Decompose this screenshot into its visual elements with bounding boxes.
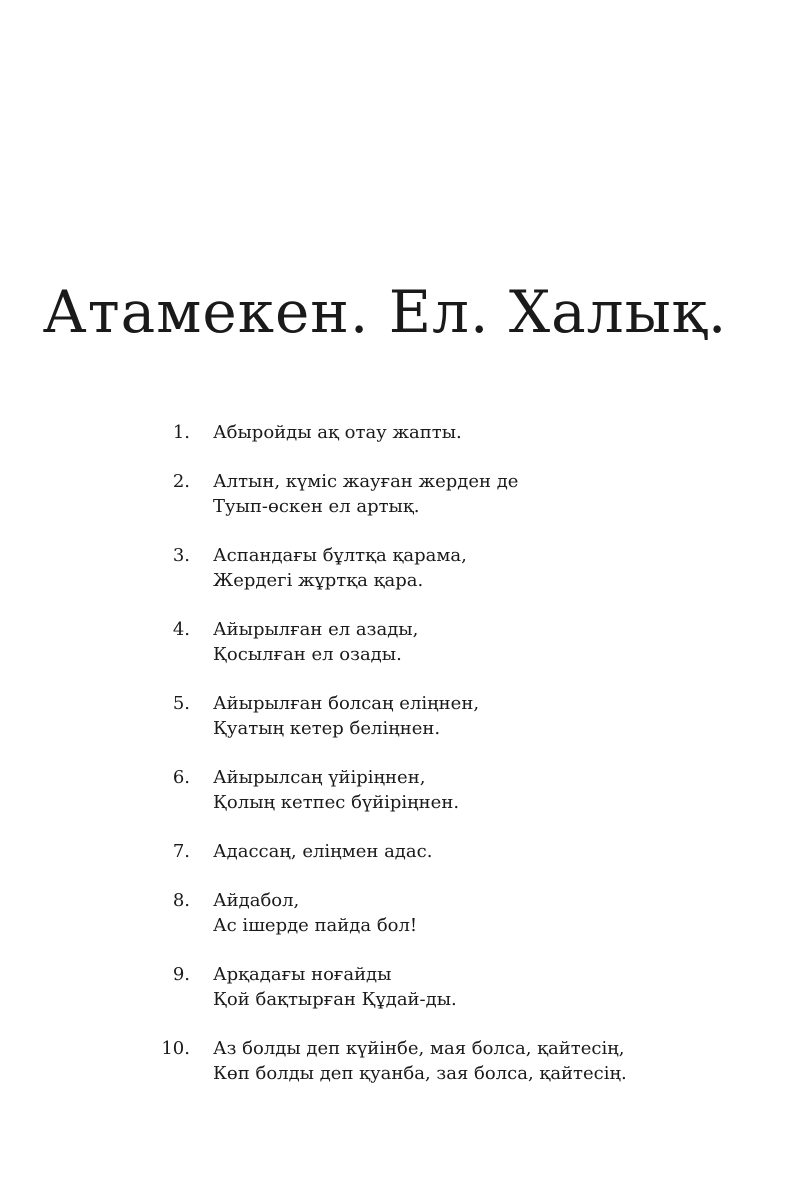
proverb-number: 1. [172, 422, 190, 443]
proverb-line: Айдабол, [213, 890, 300, 911]
proverb-line: Қолың кетпес бүйіріңнен. [213, 792, 460, 813]
proverb-text [213, 543, 773, 593]
proverb-number: 8. [172, 890, 190, 911]
proverb-text [213, 691, 773, 741]
proverb-text [213, 420, 773, 445]
proverb-line: Туып-өскен ел артық. [213, 496, 420, 517]
proverb-line: Қосылған ел озады. [213, 644, 402, 665]
proverb-item [0, 420, 800, 445]
proverb-item [0, 691, 800, 741]
proverb-line: Ас ішерде пайда бол! [213, 915, 418, 936]
proverb-number: 7. [172, 841, 190, 862]
proverb-text [213, 765, 773, 815]
proverb-text [213, 1036, 773, 1086]
proverb-text [213, 469, 773, 519]
proverb-line: Аспандағы бұлтқа қарама, [213, 545, 467, 566]
proverb-line: Айырылған ел азады, [213, 619, 419, 640]
proverb-item [0, 1036, 800, 1086]
proverb-number: 10. [161, 1038, 190, 1059]
proverb-line: Абыройды ақ отау жапты. [213, 422, 462, 443]
proverb-number: 3. [172, 545, 190, 566]
proverb-text [213, 962, 773, 1012]
proverb-number: 4. [172, 619, 190, 640]
proverb-line: Көп болды деп қуанба, зая болса, қайтесің. [213, 1063, 627, 1084]
proverb-item [0, 962, 800, 1012]
proverb-line: Айырылған болсаң еліңнен, [213, 693, 480, 714]
proverb-line: Арқадағы ноғайды [213, 964, 392, 985]
proverb-line: Қуатың кетер беліңнен. [213, 718, 441, 739]
proverb-number: 6. [172, 767, 190, 788]
proverb-line: Алтын, күміс жауған жерден де [213, 471, 519, 492]
proverb-number: 9. [172, 964, 190, 985]
proverb-item [0, 888, 800, 938]
proverb-number: 5. [172, 693, 190, 714]
proverb-text [213, 888, 773, 938]
proverb-line: Айырылсаң үйіріңнен, [213, 767, 426, 788]
proverb-item [0, 765, 800, 815]
proverb-line: Жердегі жұртқа қара. [213, 570, 424, 591]
proverb-line: Адассаң, еліңмен адас. [213, 841, 433, 862]
proverb-number: 2. [172, 471, 190, 492]
proverb-list [0, 420, 800, 1110]
proverb-text [213, 839, 773, 864]
proverb-line: Аз болды деп күйінбе, мая болса, қайтесің, [213, 1038, 625, 1059]
proverb-item [0, 617, 800, 667]
proverb-item [0, 543, 800, 593]
chapter-title: Атамекен. Ел. Халық. [42, 278, 728, 346]
proverb-item [0, 839, 800, 864]
proverb-text [213, 617, 773, 667]
proverb-line: Қой бақтырған Құдай-ды. [213, 989, 457, 1010]
proverb-item [0, 469, 800, 519]
